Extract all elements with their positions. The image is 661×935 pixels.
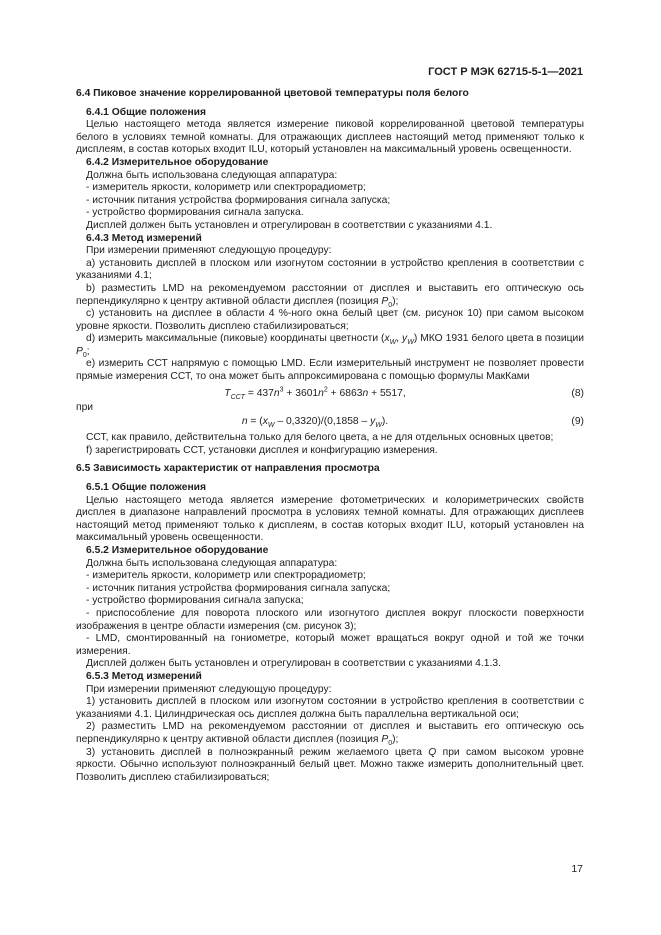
equation-8 [76,386,584,402]
subsection-6-4-1-title: 6.4.1 Общие положения [86,106,206,118]
equipment-item: - LMD, смонтированный на гониометре, который может вращаться вокруг одной и той же точки измерения. [76,633,584,657]
section-6-4-title: 6.4 Пиковое значение коррелированной цветовой температуры поля белого [76,88,469,99]
equipment-item: - измеритель яркости, колориметр или спектрорадиометр; [86,570,366,582]
document-code-header: ГОСТ Р МЭК 62715-5-1—2021 [428,66,583,78]
equipment-item: - устройство формирования сигнала запуска. [86,207,304,219]
equation-8-number: (8) [571,387,584,399]
equipment-item: - приспособление для поворота плоского или изогнутого дисплея вокруг плоскости поверхности изображения в центре области измерения (см. рисунок 3); [76,607,584,632]
where-label: при [76,401,94,413]
method-step-c: с) установить на дисплее в области 4 %-ного окна белый цвет (см. рисунок 10) при самом высоком уровне яркости. Позволить дисплею стабилизироваться; [76,308,584,332]
cct-note: ССТ, как правило, действительна только для белого цвета, а не для отдельных основных цветов; [86,432,554,444]
method-step-2: 2) разместить LMD на рекомендуемом расстоянии от дисплея и выставить его оптическую ось перпендикулярно к центру активной области дисплея (позиция $P_0$); [76,721,584,747]
paragraph-6-4-1: Целью настоящего метода является измерение пиковой коррелированной цветовой температуры белого в условиях темной комнаты. Для отражающих дисплеев настоящий метод применяют только к дисплеям, в состав которых входит ILU, который установлен на максимальный уровень освещенности. [76,119,584,156]
equipment-intro: Должна быть использована следующая аппаратура: [86,557,338,569]
equipment-item: - устройство формирования сигнала запуска; [86,595,304,607]
equation-9-formula: $n = (x_W - 0,3320)/(0,1858 - y_W)$. [241,416,389,430]
method-step-d: d) измерить максимальные (пиковые) координаты цветности ($x_W$, $y_W$) МКО 1931 белого цвета в позиции $P_0$; [76,333,584,359]
method-step-f: f) зарегистрировать ССТ, установки дисплея и конфигурацию измерения. [86,444,438,456]
subsection-6-5-3-title: 6.5.3 Метод измерений [86,670,202,682]
subsection-6-5-2-title: 6.5.2 Измерительное оборудование [86,545,269,556]
subsection-6-4-3-title: 6.4.3 Метод измерений [86,232,202,244]
method-step-e: е) измерить ССТ напрямую с помощью LMD. Если измерительный инструмент не позволяет провести прямые измерения ССТ, то она может быть аппроксимирована с помощью формулы МакКами [76,358,584,383]
method-step-a: а) установить дисплей в плоском или изогнутом состоянии в устройство крепления в соответствии с указаниями 4.1; [76,257,584,282]
method-intro: При измерении применяют следующую процедуру: [86,683,332,695]
equipment-item: - источник питания устройства формирования сигнала запуска; [86,582,391,594]
method-step-3: 3) установить дисплей в полноэкранный режим желаемого цвета Q при самом высоком уровне яркости. Обычно используют полноэкранный белый цвет. Можно также измерить дополнительный цвет. Позволить дисплею стабилизироваться; [76,746,584,783]
equation-8-formula: $T_{CCT} = 437n^3 + 3601n^2 + 6863n + 5517$, [224,386,406,401]
equipment-intro: Должна быть использована следующая аппаратура: [86,169,338,181]
subsection-6-4-2-title: 6.4.2 Измерительное оборудование [86,156,269,168]
equipment-note: Дисплей должен быть установлен и отрегулирован в соответствии с указаниями 4.1.3. [86,658,501,670]
subsection-6-5-1-title: 6.5.1 Общие положения [86,482,206,494]
page-number: 17 [571,863,583,875]
section-6-5-title: 6.5 Зависимость характеристик от направления просмотра [76,463,380,475]
paragraph-6-5-1: Целью настоящего метода является измерение фотометрических и колориметрических свойств дисплея в диапазоне направлений просмотра в условиях темной комнаты. Для отражающих дисплеев настоящий метод применяют только к дисплеям, в состав которых входит ILU, который установлен на максимальный уровень освещенности. [76,494,584,544]
method-intro: При измерении применяют следующую процедуру: [86,245,332,257]
equation-9-number: (9) [571,416,584,428]
equipment-item: - источник питания устройства формирования сигнала запуска; [86,194,391,206]
page-content [76,88,584,784]
equipment-note: Дисплей должен быть установлен и отрегулирован в соответствии с указаниями 4.1. [86,219,493,231]
method-step-1: 1) установить дисплей в плоском или изогнутом состоянии в устройство крепления в соответствии с указаниями 4.1. Цилиндрическая ось дисплея должна быть параллельна вертикальной оси; [76,696,584,720]
method-step-b: b) разместить LMD на рекомендуемом расстоянии от дисплея и выставить его оптическую ось перпендикулярно к центру активной области дисплея (позиция $P_0$); [76,282,584,309]
equation-9 [76,414,584,430]
equipment-item: - измеритель яркости, колориметр или спектрорадиометр; [86,182,366,194]
